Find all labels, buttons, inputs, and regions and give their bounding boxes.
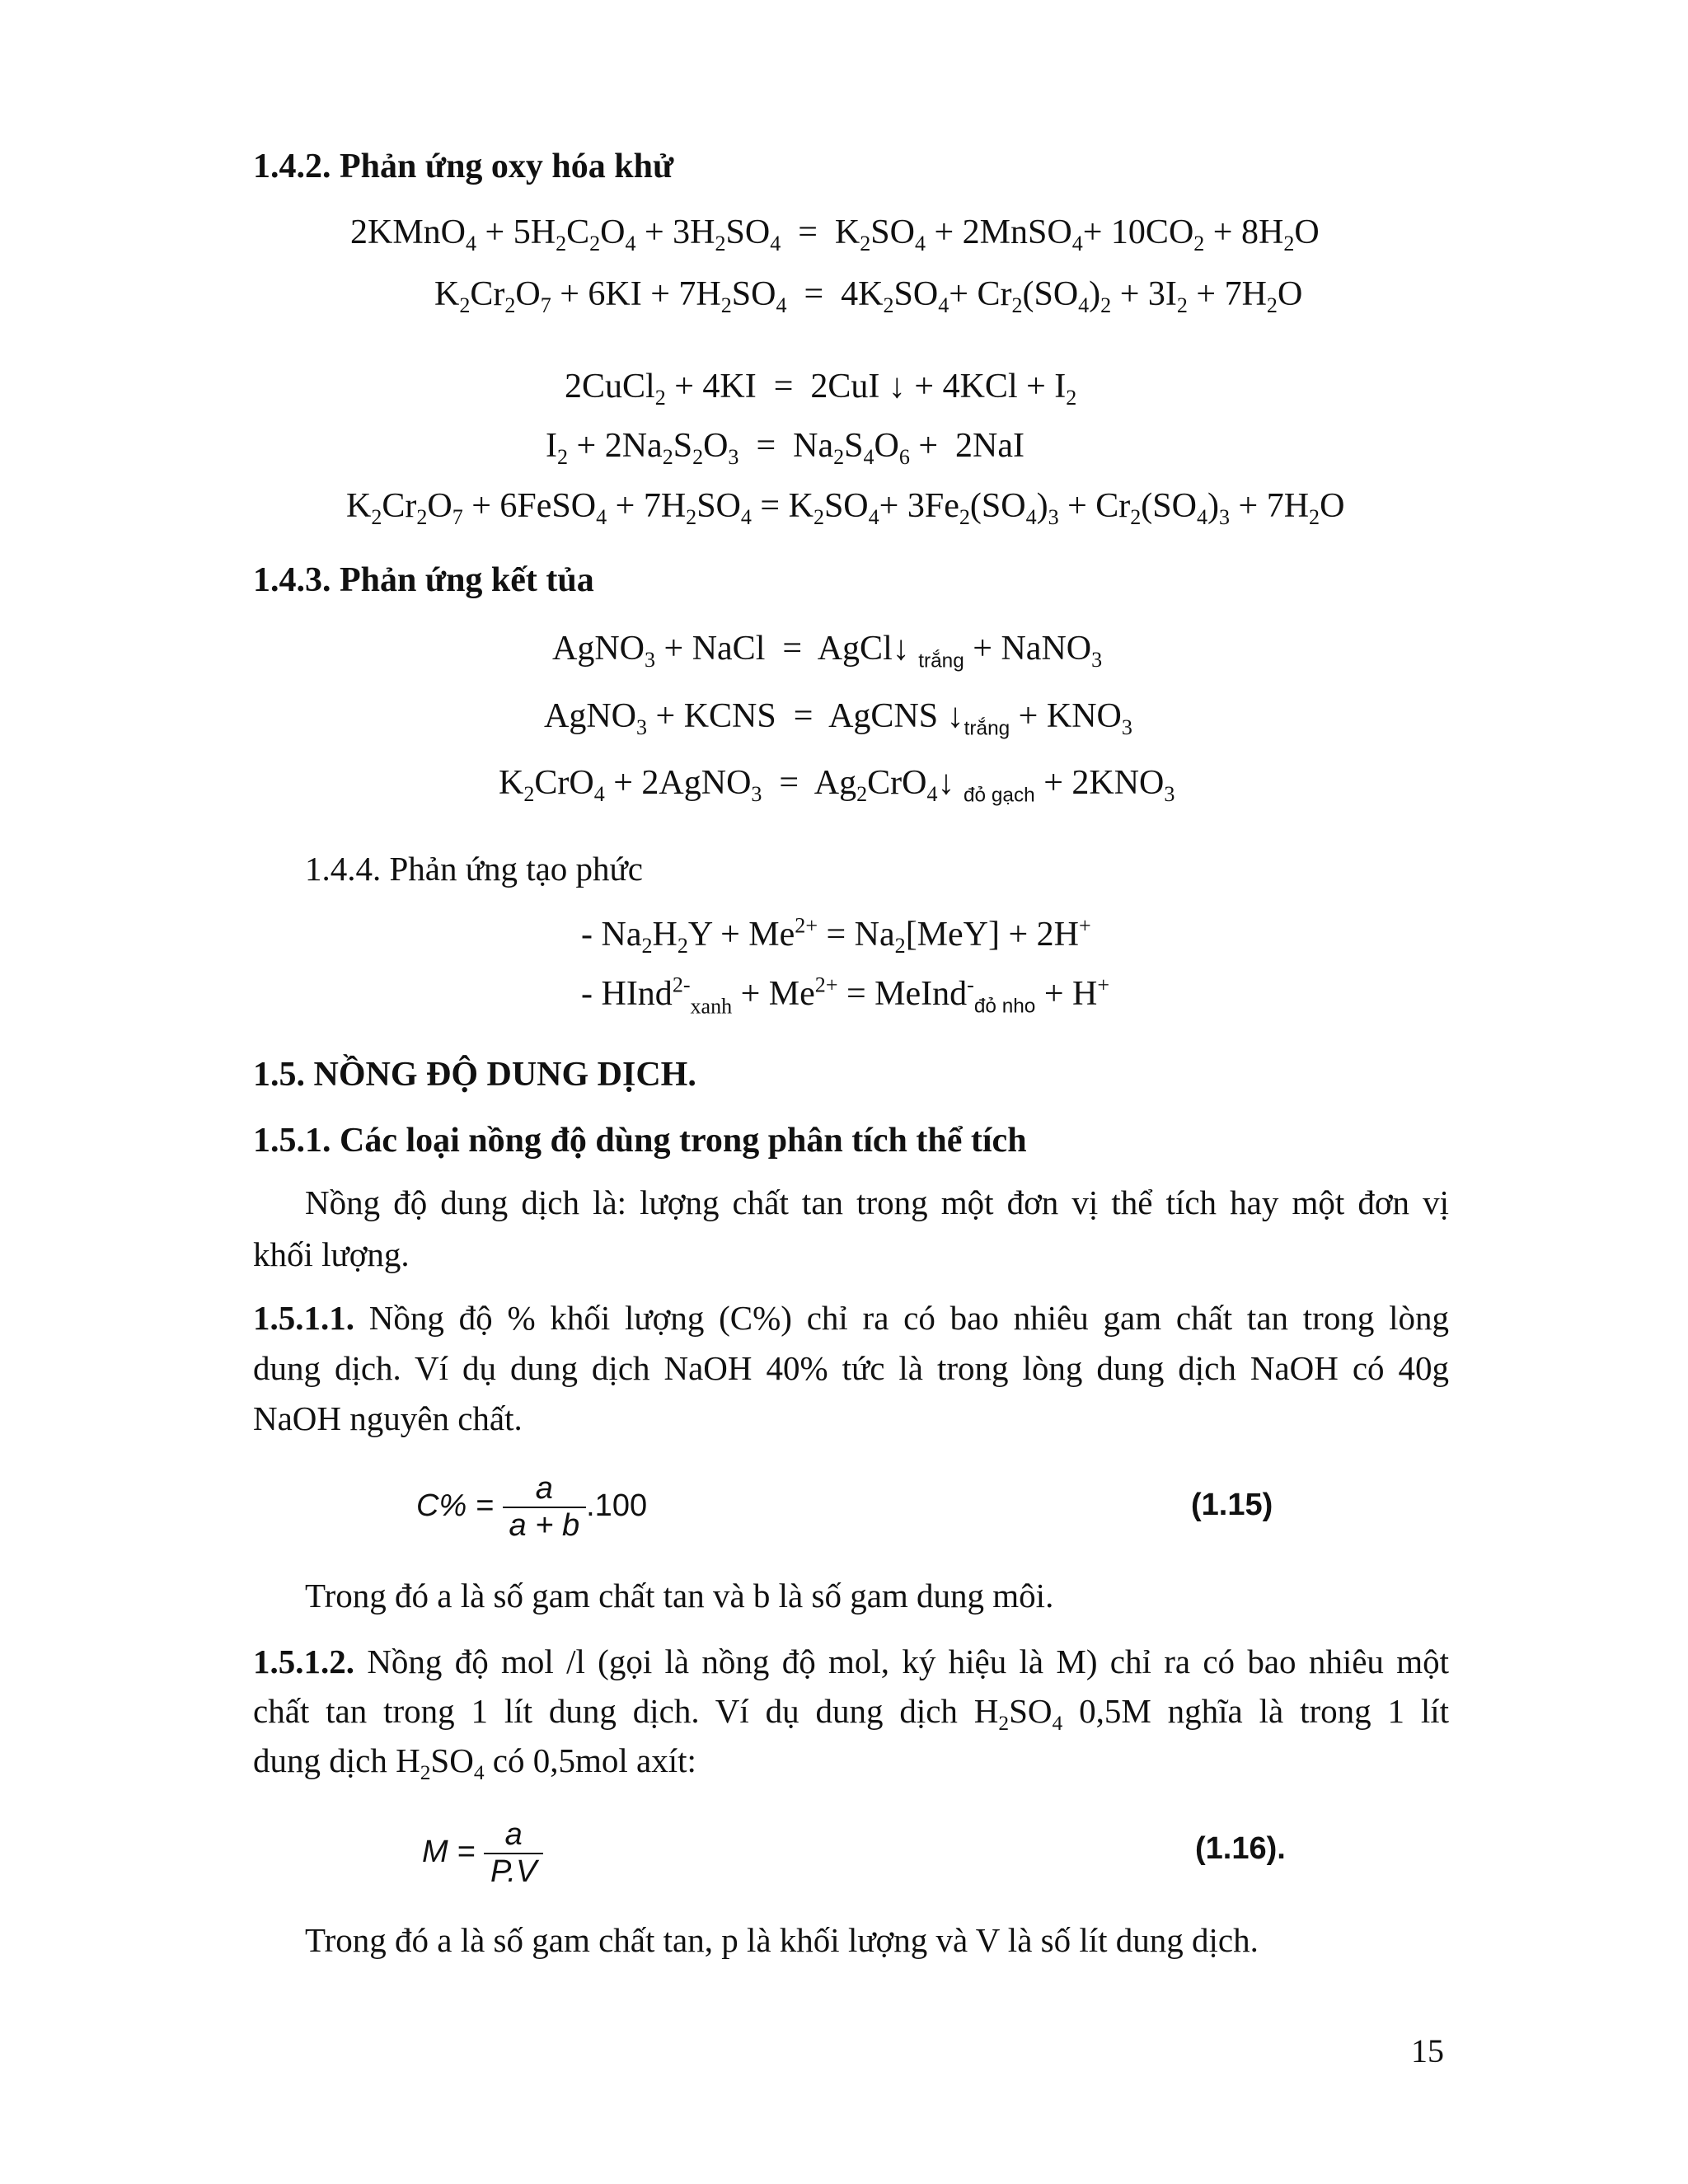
molarity-text: Nồng độ mol /l (gọi là nồng độ mol, ký hiệu là M) chỉ ra có bao nhiêu một: [367, 1643, 1450, 1680]
fraction-numerator-2: a: [504, 1817, 523, 1852]
molarity-text-e: SO: [430, 1741, 474, 1779]
label-brick-red: đỏ gạch: [964, 784, 1035, 807]
formula-m-lhs: M =: [422, 1835, 476, 1870]
sub-2b: 2: [420, 1760, 431, 1784]
paragraph-definition-line2: khối lượng.: [253, 1235, 410, 1273]
paragraph-mass-percent-note: Trong đó a là số gam chất tan và b là số gam dung môi.: [305, 1577, 1054, 1615]
equation-tag-1-16: (1.16).: [1195, 1831, 1286, 1866]
heading-1-4-3: 1.4.3. Phản ứng kết tủa: [253, 561, 594, 599]
molarity-text-f: có 0,5mol axít:: [492, 1741, 696, 1779]
paragraph-mass-percent-line1: [253, 1298, 1449, 1338]
page-number: 15: [1411, 2032, 1444, 2069]
sub-4b: 4: [473, 1760, 485, 1784]
fraction-denominator: a + b: [503, 1507, 587, 1544]
paragraph-mass-percent-line2: dung dịch. Ví dụ dung dịch NaOH 40% tức là trong lòng dung dịch NaOH có 40g: [253, 1349, 1449, 1387]
equation-indicator-complex: - HInd$^{2-}_{xanh}$ + $Me^{2+}$ = MeInd-$_{đỏ nho}$ + H+: [581, 972, 1110, 1019]
equation-tag-1-15: (1.15): [1191, 1488, 1273, 1522]
formula-c-lhs: C% =: [416, 1488, 494, 1524]
equation-dichromate-feso4: $K_2Cr_2O_7$ + 6FeSO$_4$ + $7H_2SO_4 = K_2SO_4+ 3Fe_2(SO_4)_3 + Cr_2(SO_4)_3 + 7H_2O$: [346, 487, 1345, 530]
equation-cucl2-ki: 2CuCl$_2$ + 4KI = 2CuI ↓ + $4KCl + I_2$: [565, 368, 1077, 410]
paragraph-mass-percent-line3: NaOH nguyên chất.: [253, 1399, 523, 1437]
label-1-5-1-1: 1.5.1.1.: [253, 1299, 354, 1337]
fraction-a-over-pv: [484, 1817, 543, 1890]
sub-4: 4: [1052, 1711, 1063, 1735]
paragraph-molarity-line3: [253, 1741, 696, 1784]
fraction-a-over-ab: [503, 1471, 587, 1544]
label-white: trắng: [918, 649, 964, 673]
label-blue: xanh: [690, 994, 733, 1019]
formula-mass-percent: [416, 1471, 647, 1544]
fraction-denominator-2: P.V: [484, 1853, 543, 1890]
formula-molarity: [422, 1817, 543, 1890]
heading-1-5-1: 1.5.1. Các loại nồng độ dùng trong phân tích thể tích: [253, 1122, 1027, 1160]
paragraph-definition-line1: Nồng độ dung dịch là: lượng chất tan trong một đơn vị thể tích hay một đơn vị: [305, 1183, 1449, 1221]
paragraph-molarity-line2: [253, 1691, 1450, 1735]
equation-kmno4-oxalic: 2KMnO$_4$ + $5H_2C_2O_4 + 3H_2SO_4 = K_2SO_4$ + 2MnSO$_4$+ $10CO_2 + 8H_2O$: [350, 213, 1320, 256]
label-1-5-1-2: 1.5.1.2.: [253, 1643, 354, 1680]
equation-dichromate-ki: $K_2Cr_2O_7 + 6KI + 7H_2SO_4 = 4K_2SO_4+ Cr_2(SO_4)_2 + 3I_2 + 7H_2O$: [434, 275, 1303, 318]
equation-agno3-nacl: AgNO$_3$ + NaCl = AgCl↓ $_{trắng}$ + NaNO$_3$: [552, 630, 1103, 673]
heading-1-5: 1.5. NỒNG ĐỘ DUNG DỊCH.: [253, 1056, 696, 1094]
molarity-text-b: SO: [1009, 1692, 1053, 1730]
sub-2: 2: [998, 1711, 1010, 1735]
fraction-numerator: a: [535, 1471, 553, 1506]
equation-k2cro4-agno3: $K_2CrO_4$ + 2AgNO$_3$ = $Ag_2CrO_4↓$ $_{đỏ gạch} + 2KNO_3$: [499, 764, 1175, 807]
equation-agno3-kcns: AgNO$_3$ + KCNS = AgCNS $↓_{trắng} + KNO_3$: [544, 697, 1132, 740]
label-wine-red: đỏ nho: [973, 995, 1036, 1018]
equation-edta-complex: - $Na_2H_2Y + Me^{2+} = Na_2[MeY] + 2H^+$: [581, 913, 1091, 958]
paragraph-molarity-line1: [253, 1642, 1449, 1681]
label-white-2: trắng: [964, 717, 1010, 740]
heading-1-4-4: 1.4.4. Phản ứng tạo phức: [305, 850, 643, 888]
molarity-text-d: dung dịch H: [253, 1741, 420, 1779]
equation-iodine-thiosulfate: $I_2 + 2Na_2S_2O_3 = Na_2S_4O_6 + 2NaI$: [546, 427, 1025, 470]
mass-percent-text: Nồng độ % khối lượng (C%) chỉ ra có bao nhiêu gam chất tan trong lòng: [368, 1299, 1450, 1337]
molarity-text-a: chất tan trong 1 lít dung dịch. Ví dụ dung dịch H: [253, 1692, 999, 1730]
heading-1-4-2: 1.4.2. Phản ứng oxy hóa khử: [253, 148, 674, 185]
formula-multiplier: .100: [586, 1488, 648, 1524]
paragraph-molarity-note: Trong đó a là số gam chất tan, p là khối lượng và V là số lít dung dịch.: [305, 1921, 1259, 1959]
molarity-text-c: 0,5M nghĩa là trong 1 lít: [1079, 1692, 1450, 1730]
